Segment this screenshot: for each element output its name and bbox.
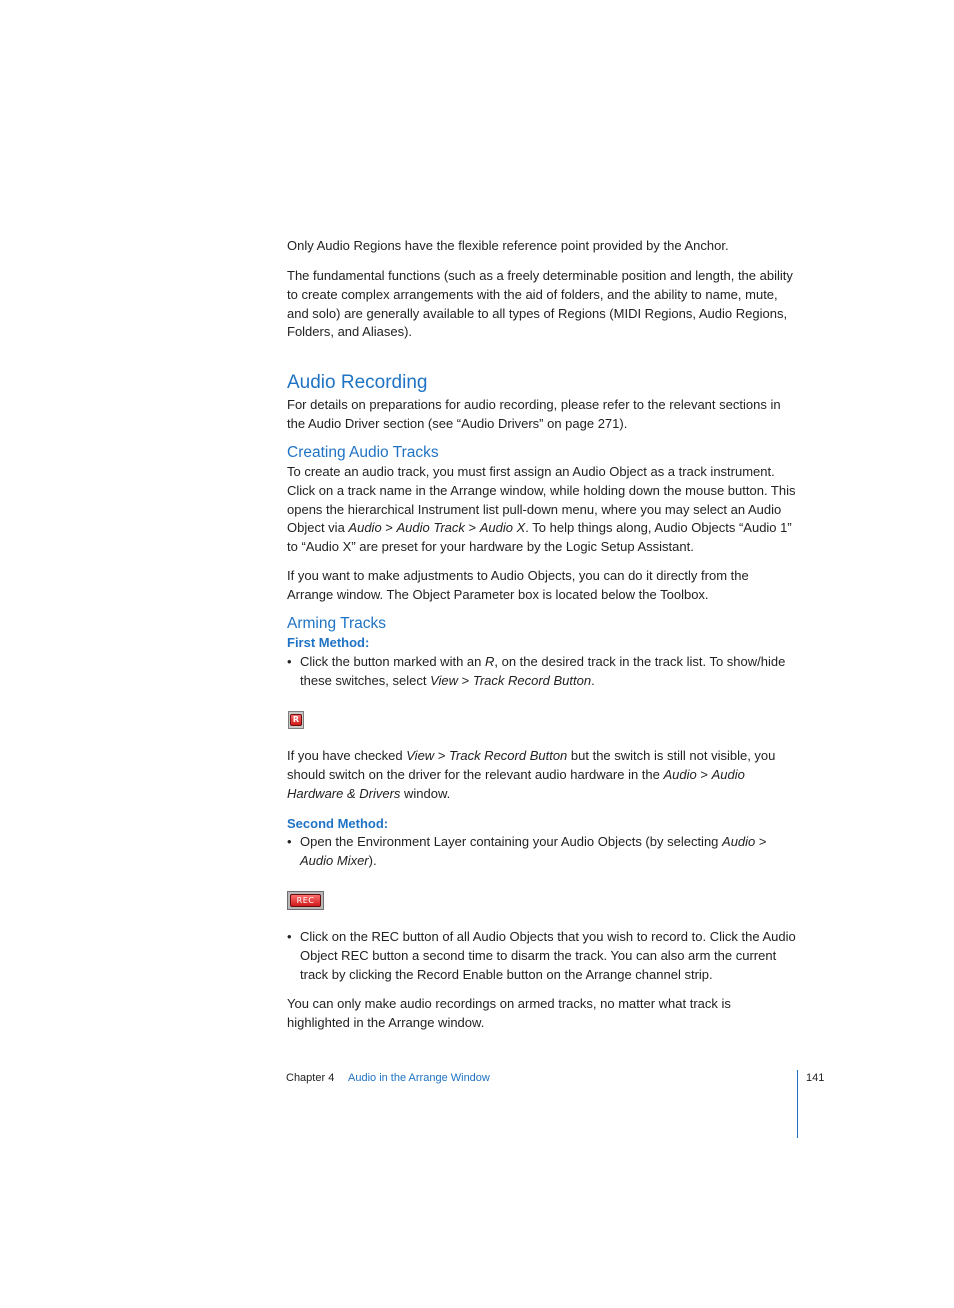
arming-final-paragraph: You can only make audio recordings on armed tracks, no matter what track is highlighted in the Arrange window.	[287, 996, 731, 1030]
intro-paragraph-1: Only Audio Regions have the flexible reference point provided by the Anchor.	[287, 238, 729, 253]
footer-divider	[797, 1070, 798, 1138]
subsection-heading-arming-tracks: Arming Tracks	[287, 615, 387, 632]
second-method-heading: Second Method:	[287, 816, 389, 831]
subsection-heading-creating-audio-tracks: Creating Audio Tracks	[287, 444, 439, 461]
intro-paragraph-2: The fundamental functions (such as a freely determinable position and length, the ability to create complex arrangements with the aid of folders, and the ability to name, mute, and solo) are generally available to all types of Regions (MIDI Regions, Audio Regions, Folders, and Aliases).	[287, 268, 793, 340]
creating-tracks-paragraph-1: To create an audio track, you must first assign an Audio Object as a track instrument. Click on a track name in the Arrange window, while holding down the mouse button. This opens the hierarchical Instrument list pull-down menu, where you may select an Audio Object via Audio > Audio Track > Audio X. To help things along, Audio Objects “Audio 1” to “Audio X” are preset for your hardware by the Logic Setup Assistant.	[287, 464, 796, 555]
bullet-dot: •	[287, 654, 292, 669]
list-item-first-method: • Click the button marked with an R, on the desired track in the track list. To show/hide these switches, select View > Track Record Button.	[287, 654, 786, 688]
footer-page-number: 141	[806, 1072, 825, 1084]
bullet-dot: •	[287, 929, 292, 944]
rec-button-image	[287, 891, 324, 910]
track-record-button-image	[288, 711, 304, 729]
list-item-second-method: • Open the Environment Layer containing your Audio Objects (by selecting Audio > Audio Mixer).	[287, 834, 767, 868]
audio-recording-paragraph: For details on preparations for audio recording, please refer to the relevant sections in the Audio Driver section (see “Audio Drivers” on page 271).	[287, 397, 781, 431]
footer-chapter: Chapter 4	[286, 1072, 335, 1084]
footer-chapter-title: Audio in the Arrange Window	[348, 1072, 490, 1084]
arming-paragraph-after-r-button: If you have checked View > Track Record Button but the switch is still not visible, you should switch on the driver for the relevant audio hardware in the Audio > Audio Hardware & Drivers window.	[287, 748, 776, 801]
first-method-heading: First Method:	[287, 635, 370, 650]
bullet-dot: •	[287, 834, 292, 849]
rec-icon: REC	[290, 894, 321, 907]
creating-tracks-paragraph-2: If you want to make adjustments to Audio Objects, you can do it directly from the Arrange window. The Object Parameter box is located below the Toolbox.	[287, 568, 749, 602]
record-r-icon: R	[290, 714, 302, 726]
list-item-rec-button: • Click on the REC button of all Audio Objects that you wish to record to. Click the Audio Object REC button a second time to disarm the track. You can also arm the current track by clicking the Record Enable button on the Arrange channel strip.	[287, 929, 796, 982]
section-heading-audio-recording: Audio Recording	[287, 372, 428, 393]
